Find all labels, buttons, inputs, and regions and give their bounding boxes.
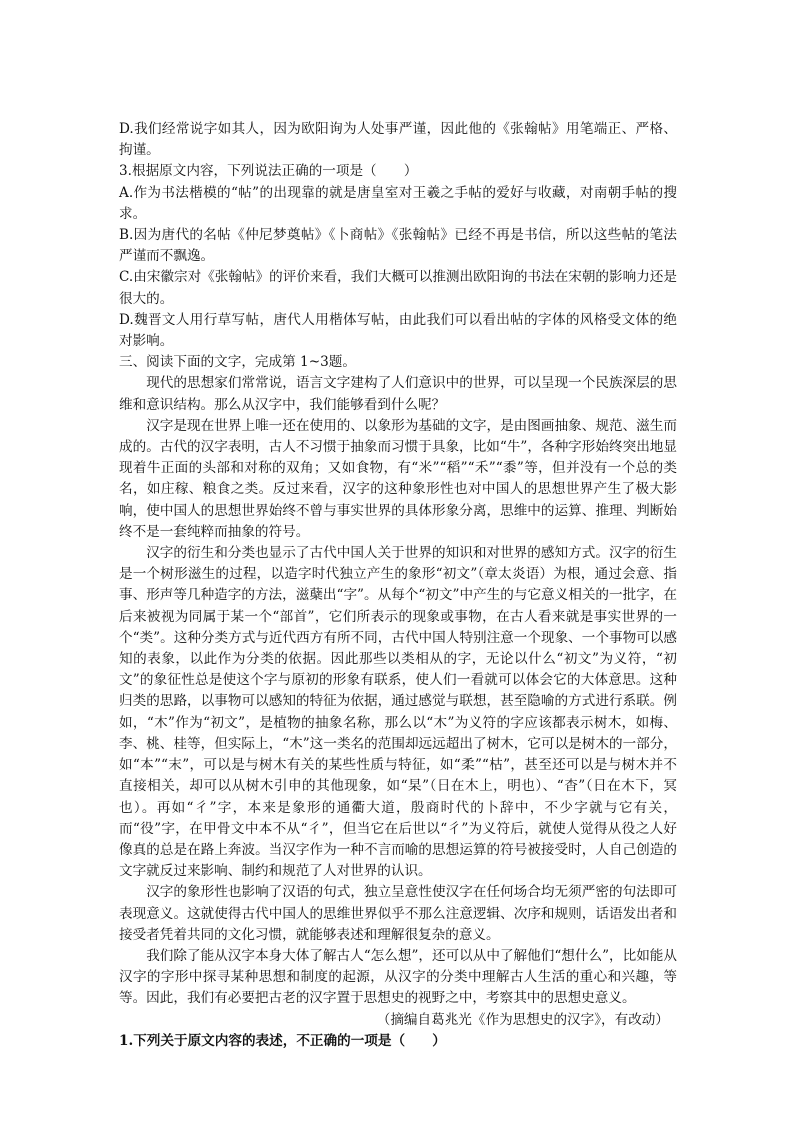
question-1-stem: 1.下列关于原文内容的表述，不正确的一项是（ ）	[119, 1032, 446, 1049]
prev-question-option-d: D.我们经常说字如其人，因为欧阳询为人处事严谨，因此他的《张翰帖》用笔端正、严格、拘谨。	[119, 121, 677, 159]
passage-paragraph-3: 汉字的衍生和分类也显示了古代中国人关于世界的知识和对世界的感知方式。汉字的衍生是一个树形滋生的过程，以造字时代独立产生的象形“初文”（章太炎语）为根，通过会意、指事、形声等几种造字的方法，滋蘖出“字”。从每个“初文”中产生的与它意义相关的一批字，在后来被视为同属于某一个“部首”，它们所表示的现象或事物，在古人看来就是事实世界的一个“类”。这种分类方式与近代西方有所不同，古代中国人特别注意一个现象、一个事物可以感知的表象，以此作为分类的依据。因此那些以类相从的字，无论以什么“初文”为义符，“初文”的象征性总是使这个字与原初的形象有联系，使人们一看就可以体会它的大体意思。这种归类的思路，以事物可以感知的特征为依据，通过感觉与联想，甚至隐喻的方式进行系联。例如，“木”作为“初文”，是植物的抽象名称，那么以“木”为义符的字应该都表示树木，如梅、李、桃、桂等，但实际上，“木”这一类名的范围却远远超出了树木，它可以是树木的一部分，如“本”“末”，可以是与树木有关的某些性质与特征，如“柔”“枯”，甚至还可以是与树木并不直接相关，却可以从树木引申的其他现象，如“杲”（日在木上，明也）、“杳”（日在木下，冥也）。再如“彳”字，本来是象形的通衢大道，殷商时代的卜辞中，不少字就与它有关，而“役”字，在甲骨文中本不从“彳”，但当它在后世以“彳”为义符后，就使人觉得从役之人好像真的总是在路上奔波。当汉字作为一种不言而喻的思想运算的符号被接受时，人自己创造的文字就反过来影响、制约和规范了人对世界的认识。	[119, 545, 677, 880]
question-3-stem: 3.根据原文内容，下列说法正确的一项是（ ）	[119, 163, 418, 180]
question-3-option-c: C.由宋徽宗对《张翰帖》的评价来看，我们大概可以推测出欧阳询的书法在宋朝的影响力还是很大的。	[119, 269, 677, 307]
question-3-option-a: A.作为书法楷模的“帖”的出现靠的就是唐皇室对王羲之手帖的爱好与收藏，对南朝手帖的搜求。	[119, 184, 677, 222]
passage-source: （摘编自葛兆光《作为思想史的汉字》，有改动）	[376, 1011, 669, 1028]
question-3-option-b: B.因为唐代的名帖《仲尼梦奠帖》《卜商帖》《张翰帖》已经不再是书信，所以这些帖的笔法严谨而不飘逸。	[119, 227, 677, 265]
passage-paragraph-4: 汉字的象形性也影响了汉语的句式，独立呈意性使汉字在任何场合均无须严密的句法即可表现意义。这就使得古代中国人的思维世界似乎不那么注意逻辑、次序和规则，话语发出者和接受者凭着共同的文化习惯，就能够表述和理解很复杂的意义。	[119, 884, 677, 943]
passage-paragraph-1: 现代的思想家们常常说，语言文字建构了人们意识中的世界，可以呈现一个民族深层的思维和意识结构。那么从汉字中，我们能够看到什么呢？	[119, 375, 677, 413]
question-3-option-d: D.魏晋文人用行草写帖，唐代人用楷体写帖，由此我们可以看出帖的字体的风格受文体的绝对影响。	[119, 311, 677, 350]
document-page	[119, 119, 677, 1052]
passage-paragraph-5: 我们除了能从汉字本身大体了解古人“怎么想”，还可以从中了解他们“想什么”，比如能从汉字的字形中探寻某种思想和制度的起源，从汉字的分类中理解古人生活的重心和兴趣，等等。因此，我们有必要把古老的汉字置于思想史的视野之中，考察其中的思想史意义。	[119, 947, 677, 1007]
section-3-heading: 三、阅读下面的文字，完成第 1~3题。	[119, 354, 356, 371]
passage-paragraph-2: 汉字是现在世界上唯一还在使用的、以象形为基础的文字，是由图画抽象、规范、滋生而成的。古代的汉字表明，古人不习惯于抽象而习惯于具象，比如“牛”，各种字形始终突出地显现着牛正面的头部和对称的双角；又如食物，有“米”“稻”“禾”“黍”等，但并没有一个总的类名，如庄稼、粮食之类。反过来看，汉字的这种象形性也对中国人的思想世界产生了极大影响，使中国人的思想世界始终不曾与事实世界的具体形象分离，思维中的运算、推理、判断始终不是一套纯粹而抽象的符号。	[119, 417, 677, 540]
